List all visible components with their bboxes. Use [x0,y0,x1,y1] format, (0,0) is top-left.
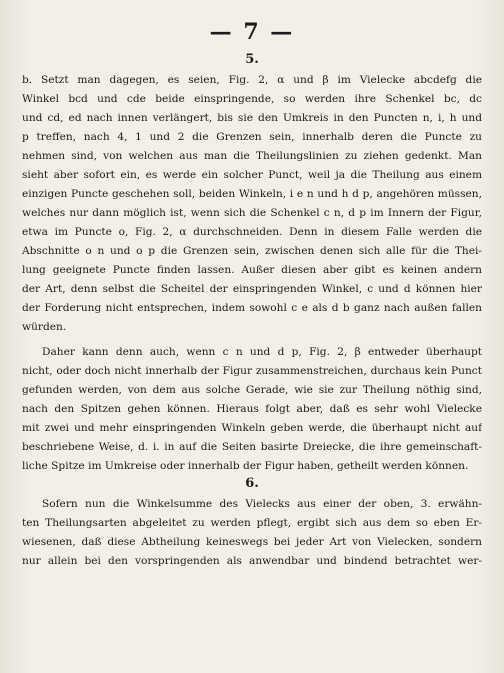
text-line: würden. [22,321,67,333]
section-5-paragraph-2 [22,343,482,476]
page-number: — 7 — [209,19,295,45]
text-line: mit zwei und mehr einspringenden Winkeln geben werde, die überhaupt nicht auf [22,422,482,434]
section-number-5: 5. [245,52,259,67]
text-line: der Art, denn selbst die Scheitel der einspringenden Winkel, c und d können hier [22,283,482,295]
text-line: welches nur dann möglich ist, wenn sich die Schenkel c n, d p im Innern der Figur, [22,207,482,219]
text-line: der Forderung nicht entsprechen, indem sowohl c e als d b ganz nach außen fallen [22,302,482,314]
section-6-paragraph-1 [22,495,482,571]
text-line: Abschnitte o n und o p die Grenzen sein, zwischen denen sich alle für die Thei- [22,245,482,257]
section-number-6: 6. [245,476,259,491]
text-line: einzigen Puncte geschehen soll, beiden Winkeln, i e n und h d p, angehören müssen, [22,188,482,200]
text-line: nicht, oder doch nicht innerhalb der Figur zusammenstreichen, durchaus kein Punct [22,365,482,377]
text-line: sieht aber sofort ein, es werde ein solcher Punct, weil ja die Theilung aus einem [22,169,482,181]
text-line: ten Theilungsarten abgeleitet zu werden pflegt, ergibt sich aus dem so eben Er- [22,517,482,529]
section-5-paragraph-1 [22,71,482,337]
text-line: etwa im Puncte o, Fig. 2, α durchschneiden. Denn in diesem Falle werden die [22,226,482,238]
text-line: und cd, ed nach innen verlängert, bis sie den Umkreis in den Puncten n, i, h und [22,112,482,124]
text-line: beschriebene Weise, d. i. in auf die Seiten basirte Dreiecke, die ihre gemeinschaft- [22,441,482,453]
text-line: gefunden werden, von dem aus solche Gerade, wie sie zur Theilung nöthig sind, [22,384,482,396]
text-line: Winkel bcd und cde beide einspringende, so werden ihre Schenkel bc, dc [22,93,482,105]
text-line: p treffen, nach 4, 1 und 2 die Grenzen sein, innerhalb deren die Puncte zu [22,131,482,143]
text-line: b. Setzt man dagegen, es seien, Fig. 2, α und β im Vielecke abcdefg die [22,74,482,86]
text-line: nach den Spitzen gehen können. Hieraus folgt aber, daß es sehr wohl Vielecke [22,403,482,415]
text-line: wiesenen, daß diese Abtheilung keineswegs bei jeder Art von Vielecken, sondern [22,536,482,548]
text-line: nur allein bei den vorspringenden als anwendbar und bindend betrachtet wer- [22,555,482,567]
text-line: nehmen sind, von welchen aus man die Theilungslinien zu ziehen gedenkt. Man [22,150,482,162]
text-line: Daher kann denn auch, wenn c n und d p, Fig. 2, β entweder überhaupt [42,346,482,358]
text-line: lung geeignete Puncte finden lassen. Außer diesen aber gibt es keinen andern [22,264,482,276]
text-line: Sofern nun die Winkelsumme des Vielecks aus einer der oben, 3. erwähn- [42,498,482,510]
text-line: liche Spitze im Umkreise oder innerhalb der Figur haben, getheilt werden können. [22,460,469,472]
